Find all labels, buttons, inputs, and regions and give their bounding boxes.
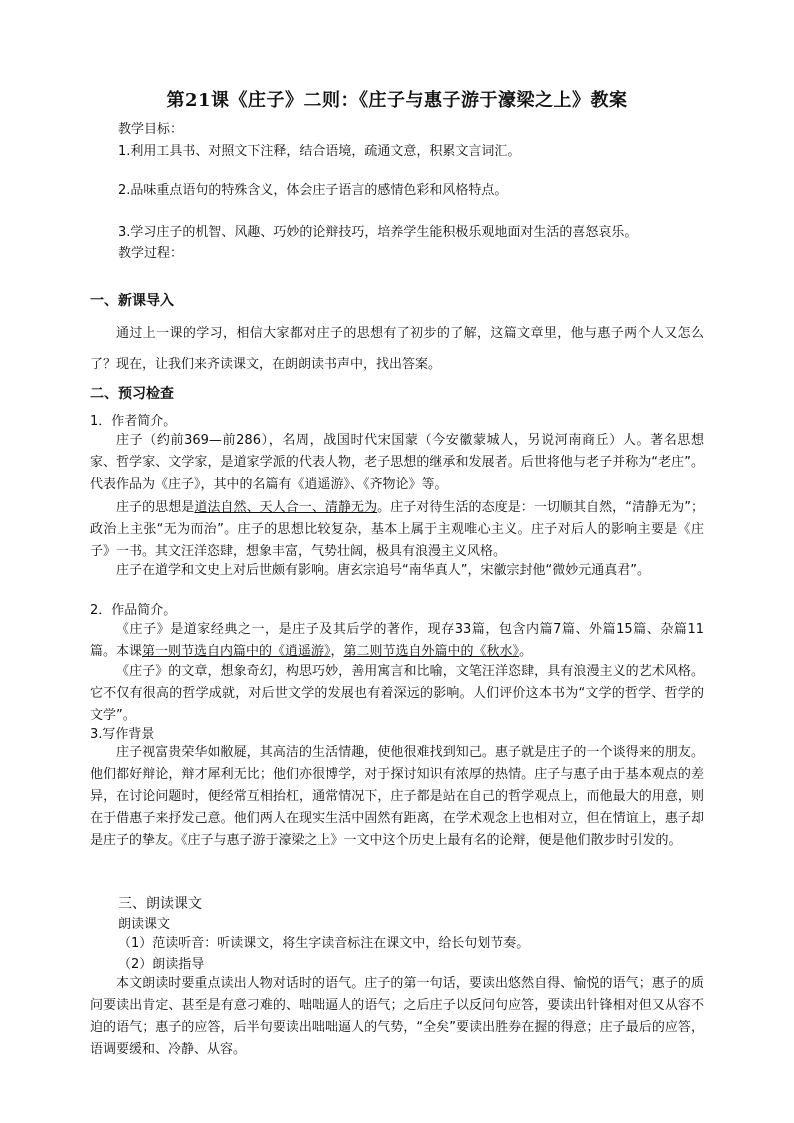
work-p1-end: 。: [519, 644, 533, 659]
section-heading-intro: 一、新课导入: [90, 293, 174, 309]
background-paragraph: 庄子视富贵荣华如敝屣，其高洁的生活情趣，使他很难找到知己。惠子就是庄子的一个谈得来的朋友。他们都好辩论，辩才犀利无比；他们亦很博学，对于探讨知识有浓厚的热情。庄子与惠子由于基本观点的差异，在讨论问题时，便经常互相抬杠，通常情况下，庄子都是站在自己的哲学观点上，而他最大的用意，则在于借惠子来抒发己意。他们两人在现实生活中固然有距离，在学术观念上也相对立，但在情谊上，惠子却是庄子的挚友。《庄子与惠子游于濠梁之上》一文中这个历史上最有名的论辩，便是他们散步时引发的。: [90, 745, 704, 848]
reading-subheading: 朗读课文: [118, 917, 171, 932]
author-p2-thought: 道法自然、天人合一、清静无为: [194, 500, 378, 515]
author-paragraph-2: [90, 497, 704, 563]
work-subheading: 2．作品简介。: [90, 603, 177, 618]
goal-item-1: 1.利用工具书、对照文下注释，结合语境，疏通文意，积累文言词汇。: [118, 144, 521, 159]
author-p2-rest: 。庄子对待生活的态度是：一切顺其自然，“清静无为”；政治上主张“无为而治”。庄子的思想比较复杂，基本上属于主观唯心主义。庄子对后人的影响主要是《庄子》一书。其文汪洋恣肆，想象丰富，气势壮阔，极具有浪漫主义风格。: [90, 500, 704, 559]
reading-guidance-paragraph: 本文朗读时要重点读出人物对话时的语气。庄子的第一句话，要读出悠然自得、愉悦的语气；惠子的质问要读出肯定、甚至是有意刁难的、咄咄逼人的语气；之后庄子以反问句应答，要读出针锋相对但又从容不迫的语气；惠子的应答，后半句要读出咄咄逼人的气势，“全矣”要读出胜券在握的得意；庄子最后的应答，语调要缓和、冷静、从容。: [90, 976, 704, 1057]
section-heading-preview: 二、预习检查: [90, 386, 174, 402]
background-subheading: 3.写作背景: [90, 727, 155, 742]
author-paragraph-1: 庄子（约前369—前286），名周，战国时代宋国蒙（今安徽蒙城人，另说河南商丘）人。著名思想家、哲学家、文学家，是道家学派的代表人物，老子思想的继承和发展者。后世将他与老子并称为“老庄”。代表作品为《庄子》，其中的名篇有《逍遥游》、《齐物论》等。: [90, 433, 704, 492]
section-heading-reading: 三、朗读课文: [118, 896, 202, 912]
author-subheading: 1．作者简介。: [90, 414, 177, 429]
goal-item-2: 2.品味重点语句的特殊含义，体会庄子语言的感情色彩和风格特点。: [118, 183, 508, 198]
author-paragraph-3: 庄子在道学和文史上对后世颇有影响。唐玄宗追号“南华真人”，宋徽宗封他“微妙元通真君”。: [116, 563, 650, 578]
goals-label: 教学目标：: [118, 122, 184, 137]
work-p1-sep: ，: [330, 644, 344, 659]
page-title: 第21课《庄子》二则：《庄子与惠子游于濠梁之上》教案: [166, 90, 628, 111]
work-p1-second-piece: 第二则节选自外篇中的《秋水》: [343, 644, 520, 659]
reading-item-2: （2）朗读指导: [118, 957, 205, 972]
reading-item-1: （1）范读听音：听读课文，将生字读音标注在课文中，给长句划节奏。: [118, 936, 530, 951]
work-paragraph-1: [90, 619, 704, 663]
work-p1-first-piece: 第一则节选自内篇中的《逍遥游》: [142, 644, 331, 659]
work-paragraph-2: 《庄子》的文章，想象奇幻，构思巧妙，善用寓言和比喻，文笔汪洋恣肆，具有浪漫主义的艺术风格。它不仅有很高的哲学成就，对后世文学的发展也有着深远的影响。人们评价这本书为“文学的哲学、哲学的文学”。: [90, 664, 704, 723]
work-p1-lead: 《庄子》是道家经典之一，是庄子及其后学的著作，现存33篇，包含内篇7篇、外篇15篇、杂篇11篇。本课: [90, 622, 704, 659]
goal-item-3: 3.学习庄子的机智、风趣、巧妙的论辩技巧，培养学生能积极乐观地面对生活的喜怒哀乐。: [118, 225, 638, 240]
process-label: 教学过程：: [118, 246, 184, 261]
author-p2-lead: 庄子的思想是: [116, 500, 195, 515]
intro-paragraph: 通过上一课的学习，相信大家都对庄子的思想有了初步的了解，这篇文章里，他与惠子两个人又怎么了？现在，让我们来齐读课文，在朗朗读书声中，找出答案。: [90, 326, 704, 372]
